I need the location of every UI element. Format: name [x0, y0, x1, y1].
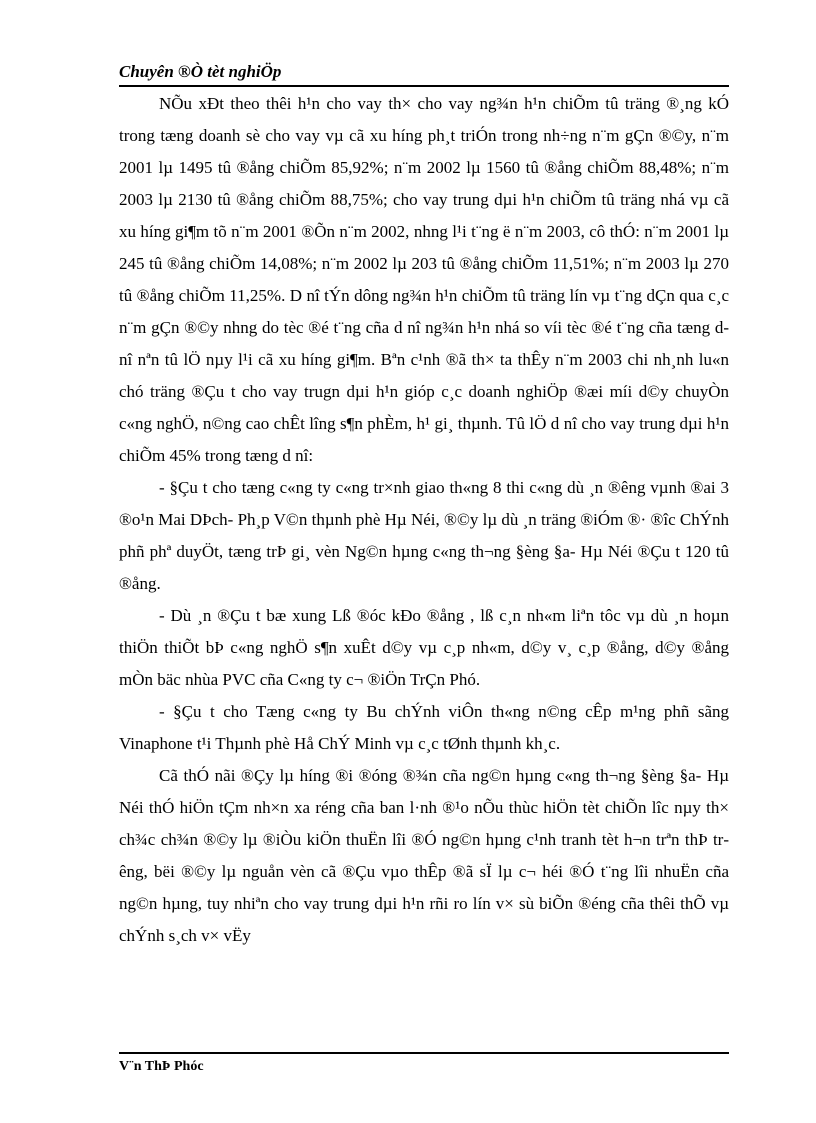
document-body	[119, 88, 729, 952]
page-header-title: Chuyên ®Ò tèt nghiÖp	[119, 60, 729, 87]
paragraph-2: - §Çu t cho tæng c«ng ty c«ng tr×nh giao th«ng 8 thi c«ng dù ¸n ®êng vµnh ®ai 3 ®o¹n Mai DÞch- Ph¸p V©n thµnh phè Hµ Néi, ®©y lµ dù ¸n träng ®iÓm ®· ®îc ChÝnh phñ phª duyÖt, tæng trÞ gi¸ vèn Ng©n hµng c«ng th¬ng §èng §a- Hµ Néi ®Çu t 120 tû ®ång.	[119, 478, 729, 593]
paragraph-5: Cã thÓ nãi ®Çy lµ híng ®i ®óng ®¾n cña ng©n hµng c«ng th¬ng §èng §a- Hµ Néi thÓ hiÖn tÇm nh×n xa réng cña ban l·nh ®¹o nÕu thùc hiÖn tèt chiÕn lîc nµy th× ch¾c ch¾n ®©y lµ ®iÒu kiÖn thuËn lîi ®Ó ng©n hµng c¹nh tranh tèt h¬n trªn thÞ trêng, bëi ®©y lµ nguån vèn cã ®Çu vµo thÊp ®ã sÏ lµ c¬ héi ®Ó t¨ng lîi nhuËn cña ng©n hµng, tuy nhiªn cho vay trung dµi h¹n rñi ro lín v× sù biÕn ®éng cña thêi thÕ vµ chÝnh s¸ch v× vËy	[119, 766, 729, 945]
footer-divider	[119, 1052, 729, 1054]
footer-author: V¨n ThÞ Phóc	[119, 1059, 204, 1074]
paragraph-4: - §Çu t cho Tæng c«ng ty Bu chÝnh viÔn th«ng n©ng cÊp m¹ng phñ sãng Vinaphone t¹i Thµnh phè Hå ChÝ Minh vµ c¸c tØnh thµnh kh¸c.	[119, 702, 729, 753]
paragraph-1: NÕu xÐt theo thêi h¹n cho vay th× cho vay ng¾n h¹n chiÕm tû träng ®¸ng kÓ trong tæng doanh sè cho vay vµ cã xu híng ph¸t triÓn trong nh÷ng n¨m gÇn ®©y, n¨m 2001 lµ 1495 tû ®ång chiÕm 85,92%; n¨m 2002 lµ 1560 tû ®ång chiÕm 88,48%; n¨m 2003 lµ 2130 tû ®ång chiÕm 88,75%; cho vay trung dµi h¹n chiÕm tû träng nhá vµ cã xu híng gi¶m tõ n¨m 2001 ®Õn n¨m 2002, nhng l¹i t¨ng ë n¨m 2003, cô thÓ: n¨m 2001 lµ 245 tû ®ång chiÕm 14,08%; n¨m 2002 lµ 203 tû ®ång chiÕm 11,51%; n¨m 2003 lµ 270 tû ®ång chiÕm 11,25%. D nî tÝn dông ng¾n h¹n chiÕm tû träng lín vµ t¨ng dÇn qua c¸c n¨m gÇn ®©y nhng do tèc ®é t¨ng cña d nî ng¾n h¹n nhá so víi tèc ®é t¨ng cña tæng d nî nªn tû lÖ nµy l¹i cã xu híng gi¶m. Bªn c¹nh ®ã th× ta thÊy n¨m 2003 chi nh¸nh lu«n chó träng ®Çu t cho vay trugn dµi h¹n gióp c¸c doanh nghiÖp ®æi míi d©y chuyÒn c«ng nghÖ, n©ng cao chÊt lîng s¶n phÈm, h¹ gi¸ thµnh. Tû lÖ d nî cho vay trung dµi h¹n chiÕm 45% trong tæng d nî:	[119, 94, 729, 465]
paragraph-3: - Dù ¸n ®Çu t bæ xung Lß ®óc kÐo ®ång , lß c¸n nh«m liªn tôc vµ dù ¸n hoµn thiÖn thiÕt bÞ c«ng nghÖ s¶n xuÊt d©y vµ c¸p nh«m, d©y v¸ c¸p ®ång, d©y ®ång mÒn bäc nhùa PVC cña C«ng ty c¬ ®iÖn TrÇn Phó.	[119, 606, 729, 689]
